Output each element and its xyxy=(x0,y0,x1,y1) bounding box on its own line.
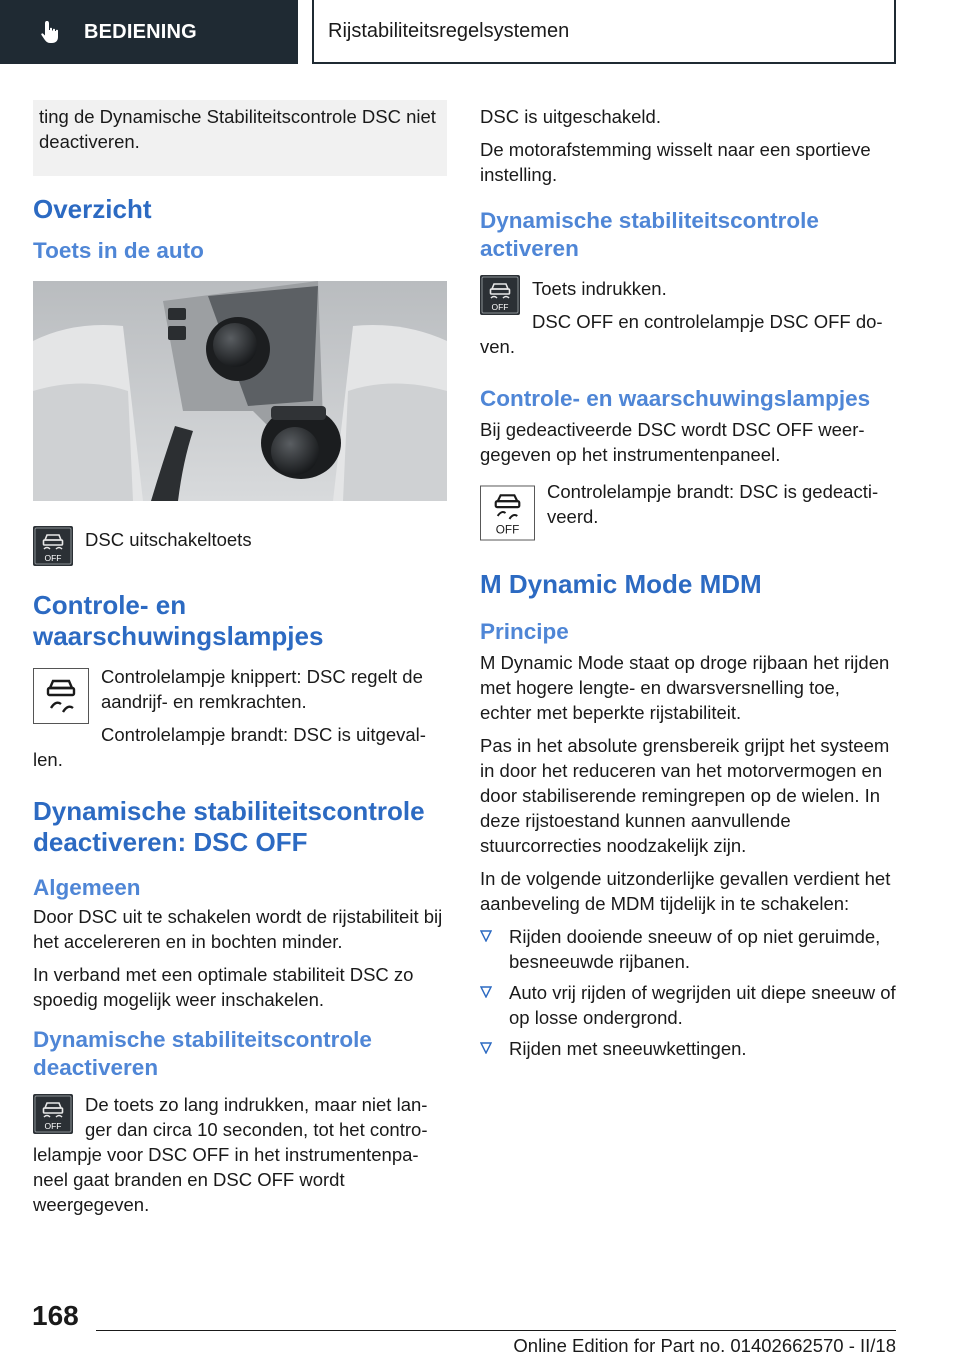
footer-divider xyxy=(96,1330,896,1331)
heading-dsc-off: Dynamische stabiliteitscontrole deactiveren: DSC OFF xyxy=(33,796,425,857)
principe-paragraph-3: In de volgende uitzonderlijke gevallen verdient het aanbeveling de MDM tijdelijk in te schakelen: xyxy=(480,868,891,914)
edition-footer: Online Edition for Part no. 01402662570 - II/18 xyxy=(513,1335,896,1356)
lamp-blinks-text: Controlelampje knippert: DSC regelt de aandrijf- en remkrachten. xyxy=(101,666,423,712)
chapter-title: Rijstabiliteitsregelsystemen xyxy=(312,0,896,64)
dsc-off-icon-label: OFF xyxy=(491,302,509,312)
heading-toets-in-de-auto: Toets in de auto xyxy=(33,238,204,263)
list-item xyxy=(480,1036,896,1061)
activeren-step-2: DSC OFF en controlelampje DSC OFF doven. xyxy=(480,311,883,357)
page-number: 168 xyxy=(32,1300,79,1331)
mdm-cases-list xyxy=(480,924,896,1061)
dsc-off-warning-lamp-icon xyxy=(480,485,535,541)
list-item-text: Auto vrij rijden of wegrijden uit diepe sneeuw of op losse ondergrond. xyxy=(509,982,896,1028)
list-item xyxy=(480,980,896,1030)
section-tab-label: BEDIENING xyxy=(84,20,197,43)
dsc-off-button-icon xyxy=(33,526,73,566)
dsc-button-caption: DSC uitschakeltoets xyxy=(85,529,252,550)
heading-controle-lampjes-right: Controle- en waarschuwingslampjes xyxy=(480,386,871,411)
heading-controle-lampjes: Controle- en waarschuwingslampjes xyxy=(33,590,324,651)
warning-note-continuation: ting de Dynamische Stabiliteitscontrole DSC niet deactiveren. xyxy=(33,100,447,176)
list-item-text: Rijden dooiende sneeuw of op niet geruimde, besneeuwde rijbanen. xyxy=(509,926,881,972)
dsc-off-state-text: DSC is uitgeschakeld. xyxy=(480,106,661,127)
center-console-photo xyxy=(33,281,447,501)
dsc-warning-lamp-icon xyxy=(33,668,89,724)
deactiveren-paragraph: De toets zo lang indrukken, maar niet langer dan circa 10 seconden, tot het controlelampje voor DSC OFF in het instrumentenpaneel gaat branden en DSC OFF wordt weergegeven. xyxy=(33,1094,428,1215)
dsc-off-button-icon xyxy=(33,1094,73,1134)
lamp-lit-text: Controlelampje brandt: DSC is uitgevallen. xyxy=(33,724,426,770)
heading-dsc-deactiveren: Dynamische stabiliteitscontrole deactiveren xyxy=(33,1027,372,1080)
hand-pointer-icon xyxy=(38,19,64,45)
list-item xyxy=(480,924,896,974)
warn-off-icon-label: OFF xyxy=(495,523,520,537)
dsc-off-icon-label: OFF xyxy=(44,553,62,563)
principe-paragraph-1: M Dynamic Mode staat op droge rijbaan het rijden met hogere lengte- en dwarsversnelling toe, echter met beperkte rijstabiliteit. xyxy=(480,652,890,723)
right-column xyxy=(480,100,896,1067)
algemeen-paragraph-1: Door DSC uit te schakelen wordt de rijstabiliteit bij het accelereren en in bochten minder. xyxy=(33,906,443,952)
left-column xyxy=(33,100,447,1225)
list-item-text: Rijden met sneeuwkettingen. xyxy=(509,1038,747,1059)
section-tab[interactable] xyxy=(0,0,298,64)
dsc-off-button-icon xyxy=(480,275,520,315)
triangle-bullet-icon xyxy=(480,930,492,942)
algemeen-paragraph-2: In verband met een optimale stabiliteit DSC zo spoedig mogelijk weer inschakelen. xyxy=(33,964,414,1010)
heading-mdm: M Dynamic Mode MDM xyxy=(480,569,762,599)
activeren-step-1: Toets indrukken. xyxy=(532,278,667,299)
heading-dsc-activeren: Dynamische stabiliteitscontrole activeren xyxy=(480,208,819,261)
heading-algemeen: Algemeen xyxy=(33,875,141,900)
lamp-deactivated-text: Controlelampje brandt: DSC is gedeactiveerd. xyxy=(547,481,879,527)
dsc-off-icon-label: OFF xyxy=(44,1121,62,1131)
controle-paragraph: Bij gedeactiveerde DSC wordt DSC OFF weergegeven op het instrumentenpaneel. xyxy=(480,419,865,465)
triangle-bullet-icon xyxy=(480,1042,492,1054)
engine-tuning-text: De motorafstemming wisselt naar een sportieve instelling. xyxy=(480,139,871,185)
principe-paragraph-2: Pas in het absolute grensbereik grijpt het systeem in door het reduceren van het motorvermogen en door stabiliserende remingrepen op de wielen. In deze rijstoestand kunnen aanvullende stuurcorrecties noodzakelijk zijn. xyxy=(480,735,890,856)
heading-overzicht: Overzicht xyxy=(33,194,152,224)
triangle-bullet-icon xyxy=(480,986,492,998)
heading-principe: Principe xyxy=(480,619,569,644)
